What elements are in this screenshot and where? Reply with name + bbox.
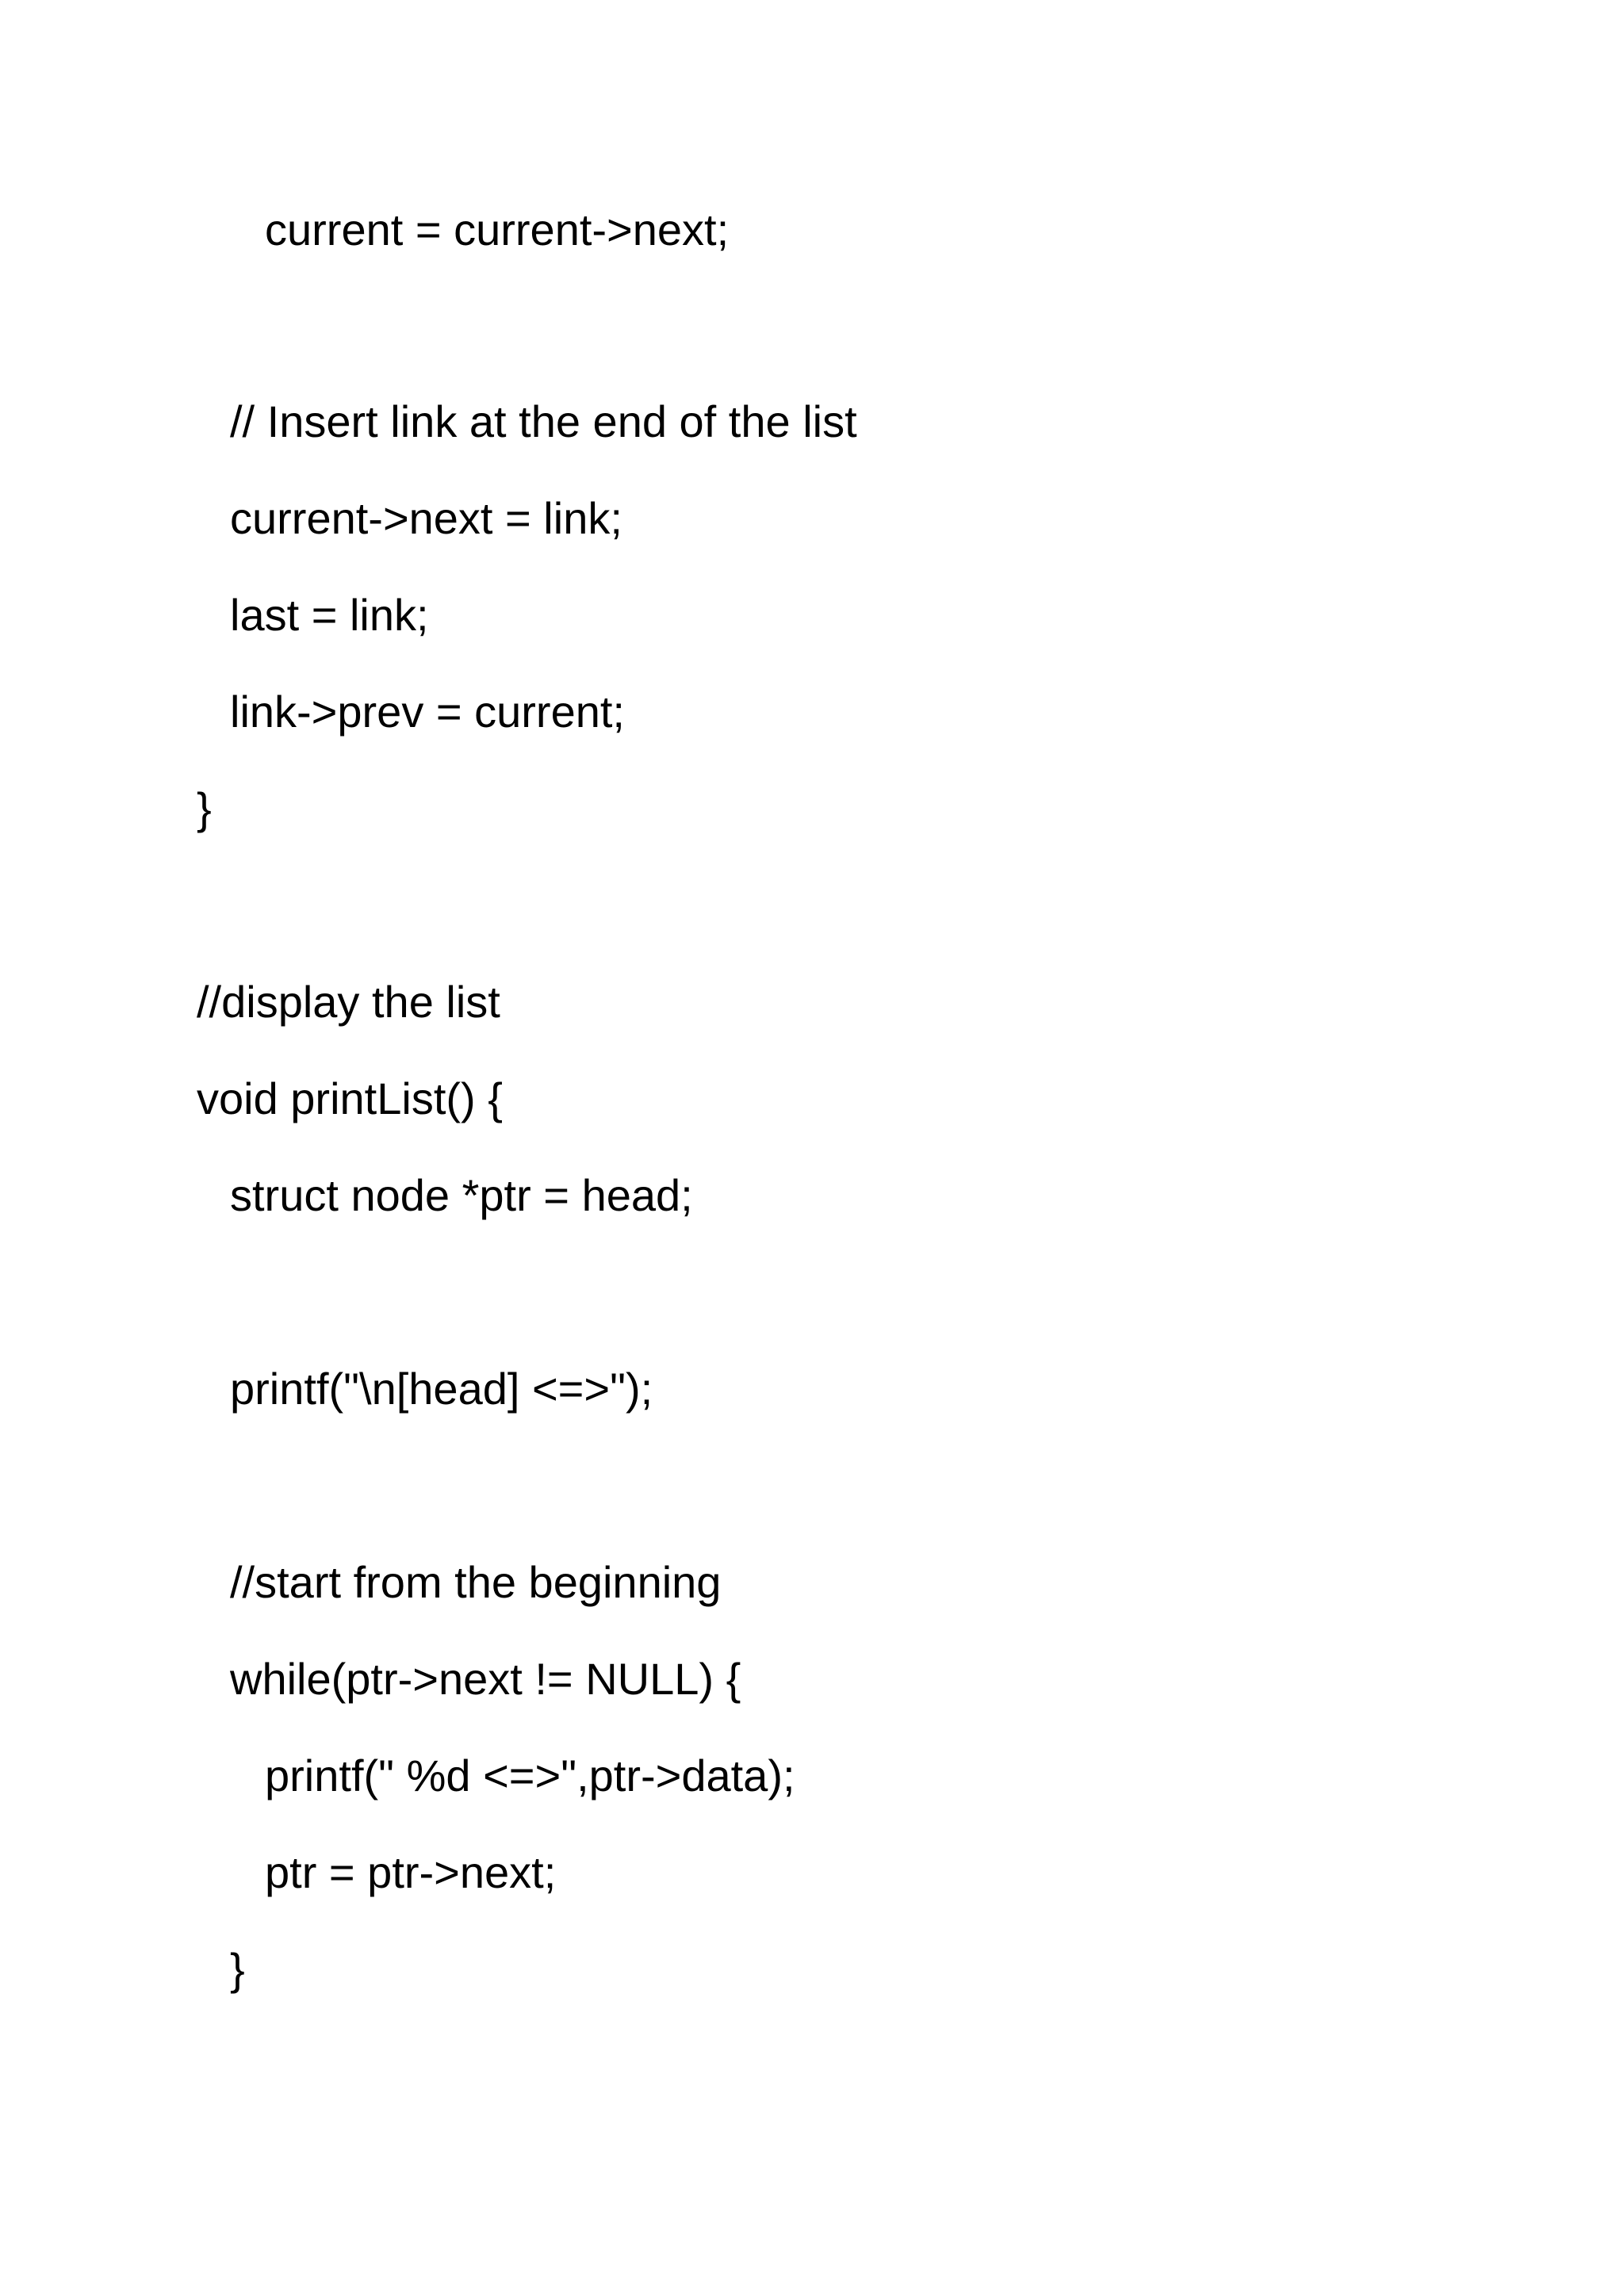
code-line-12: while(ptr->next != NULL) { — [230, 1654, 741, 1704]
code-line-1: current = current->next; — [265, 205, 730, 254]
code-line-8: void printList() { — [197, 1073, 503, 1123]
code-line-14: ptr = ptr->next; — [265, 1847, 557, 1897]
code-line-6: } — [197, 783, 212, 833]
code-line-10: printf("\n[head] <=>"); — [230, 1364, 653, 1414]
code-line-5: link->prev = current; — [230, 687, 625, 737]
code-line-9: struct node *ptr = head; — [230, 1170, 693, 1220]
code-line-3: current->next = link; — [230, 493, 622, 543]
code-line-11: //start from the beginning — [230, 1557, 722, 1607]
code-line-15: } — [230, 1944, 245, 1994]
code-line-7: //display the list — [197, 977, 500, 1027]
code-line-2: // Insert link at the end of the list — [230, 396, 857, 446]
code-line-4: last = link; — [230, 590, 429, 640]
code-line-13: printf(" %d <=>",ptr->data); — [265, 1751, 795, 1800]
